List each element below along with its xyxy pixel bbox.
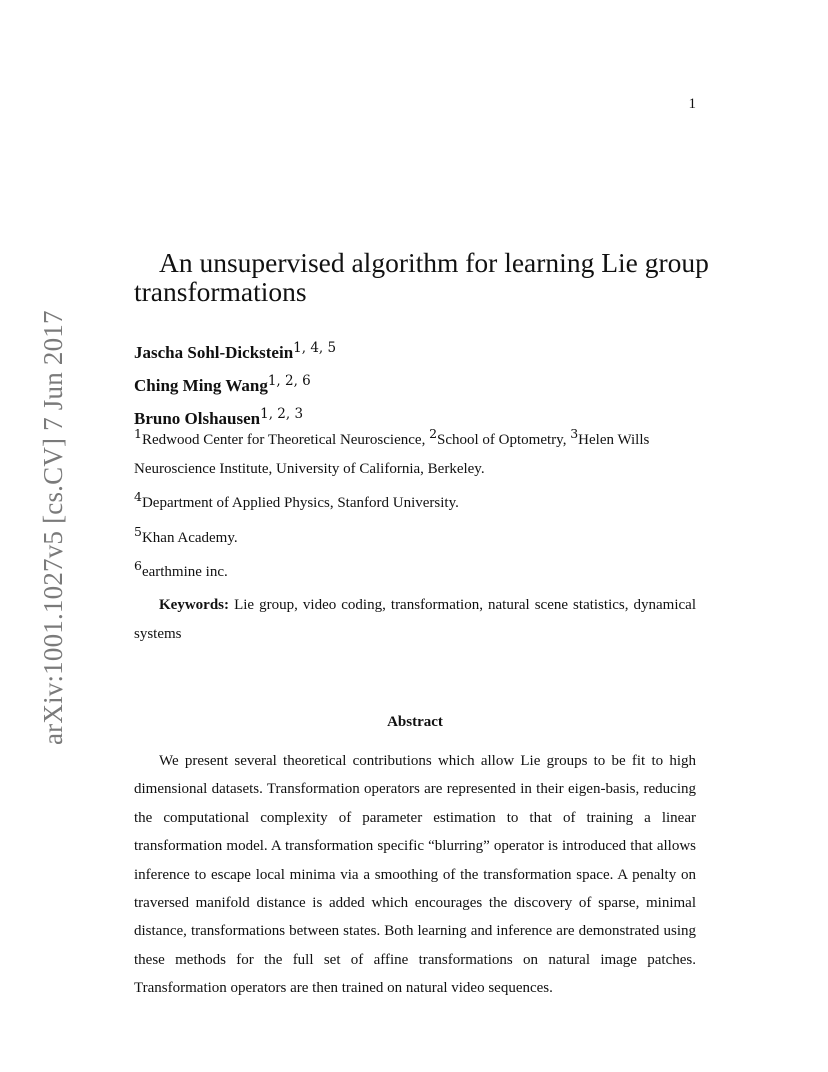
affiliation-marks: 1, 4, 5 [293, 340, 337, 356]
author [134, 367, 336, 400]
author-name: Ching Ming Wang [134, 376, 268, 395]
affiliation-mark: 2 [429, 426, 438, 441]
affiliation-mark: 5 [134, 523, 142, 539]
affiliation-line [134, 455, 704, 484]
affiliation-mark: 6 [134, 558, 142, 573]
affiliation-marks: 1, 2, 3 [260, 406, 304, 422]
author-list [134, 334, 336, 433]
affiliation-text: Department of Applied Physics, Stanford University. [141, 495, 459, 511]
keywords-label: Keywords: [159, 597, 229, 613]
affiliation-mark: 1 [134, 426, 142, 441]
affiliation-list [134, 420, 704, 587]
keywords-text: Lie group, video coding, transformation, natural scene statistics, dynamical systems [134, 597, 697, 642]
affiliation-line [134, 483, 704, 518]
affiliation-text: Khan Academy. [141, 529, 238, 546]
page-number: 1 [688, 96, 696, 112]
affiliation-text: Redwood Center for Theoretical Neuroscience, [141, 432, 430, 448]
abstract-body: We present several theoretical contributions which allow Lie groups to be fit to high dimensional datasets. Transformation operators are represented in their eigen-basis, reducing the computational complexity of parameter estimation to that of training a linear transformation model. A transformation specific “blurring” operator is introduced that allows inference to escape local minima via a smoothing of the transformation space. A penalty on traversed manifold distance is added which encourages the discovery of sparse, minimal distance, transformations between states. Both learning and inference are demonstrated using these methods for the full set of affine transformations on natural image patches. Transformation operators are then trained on natural video sequences. [134, 753, 696, 997]
abstract-heading: Abstract [387, 714, 443, 730]
author-name: Jascha Sohl-Dickstein [134, 343, 294, 362]
affiliation-text: earthmine inc. [141, 564, 228, 580]
affiliation-marks: 1, 2, 6 [267, 373, 311, 389]
paper-title: An unsupervised algorithm for learning Lie group transformations [134, 247, 709, 307]
affiliation-line [134, 518, 704, 553]
arxiv-identifier[interactable]: arXiv:1001.1027v5 [cs.CV] 7 Jun 2017 [38, 310, 68, 745]
affiliation-line [134, 552, 704, 587]
author [134, 334, 336, 367]
affiliation-text: Neuroscience Institute, University of California, Berkeley. [134, 460, 485, 477]
affiliation-text: School of Optometry, [437, 432, 571, 448]
affiliation-text: Helen Wills [578, 432, 650, 448]
keywords [134, 591, 696, 648]
affiliation-mark: 4 [134, 489, 142, 504]
affiliation-mark: 3 [570, 426, 579, 441]
affiliation-line [134, 420, 704, 455]
author-name: Bruno Olshausen [134, 409, 261, 428]
